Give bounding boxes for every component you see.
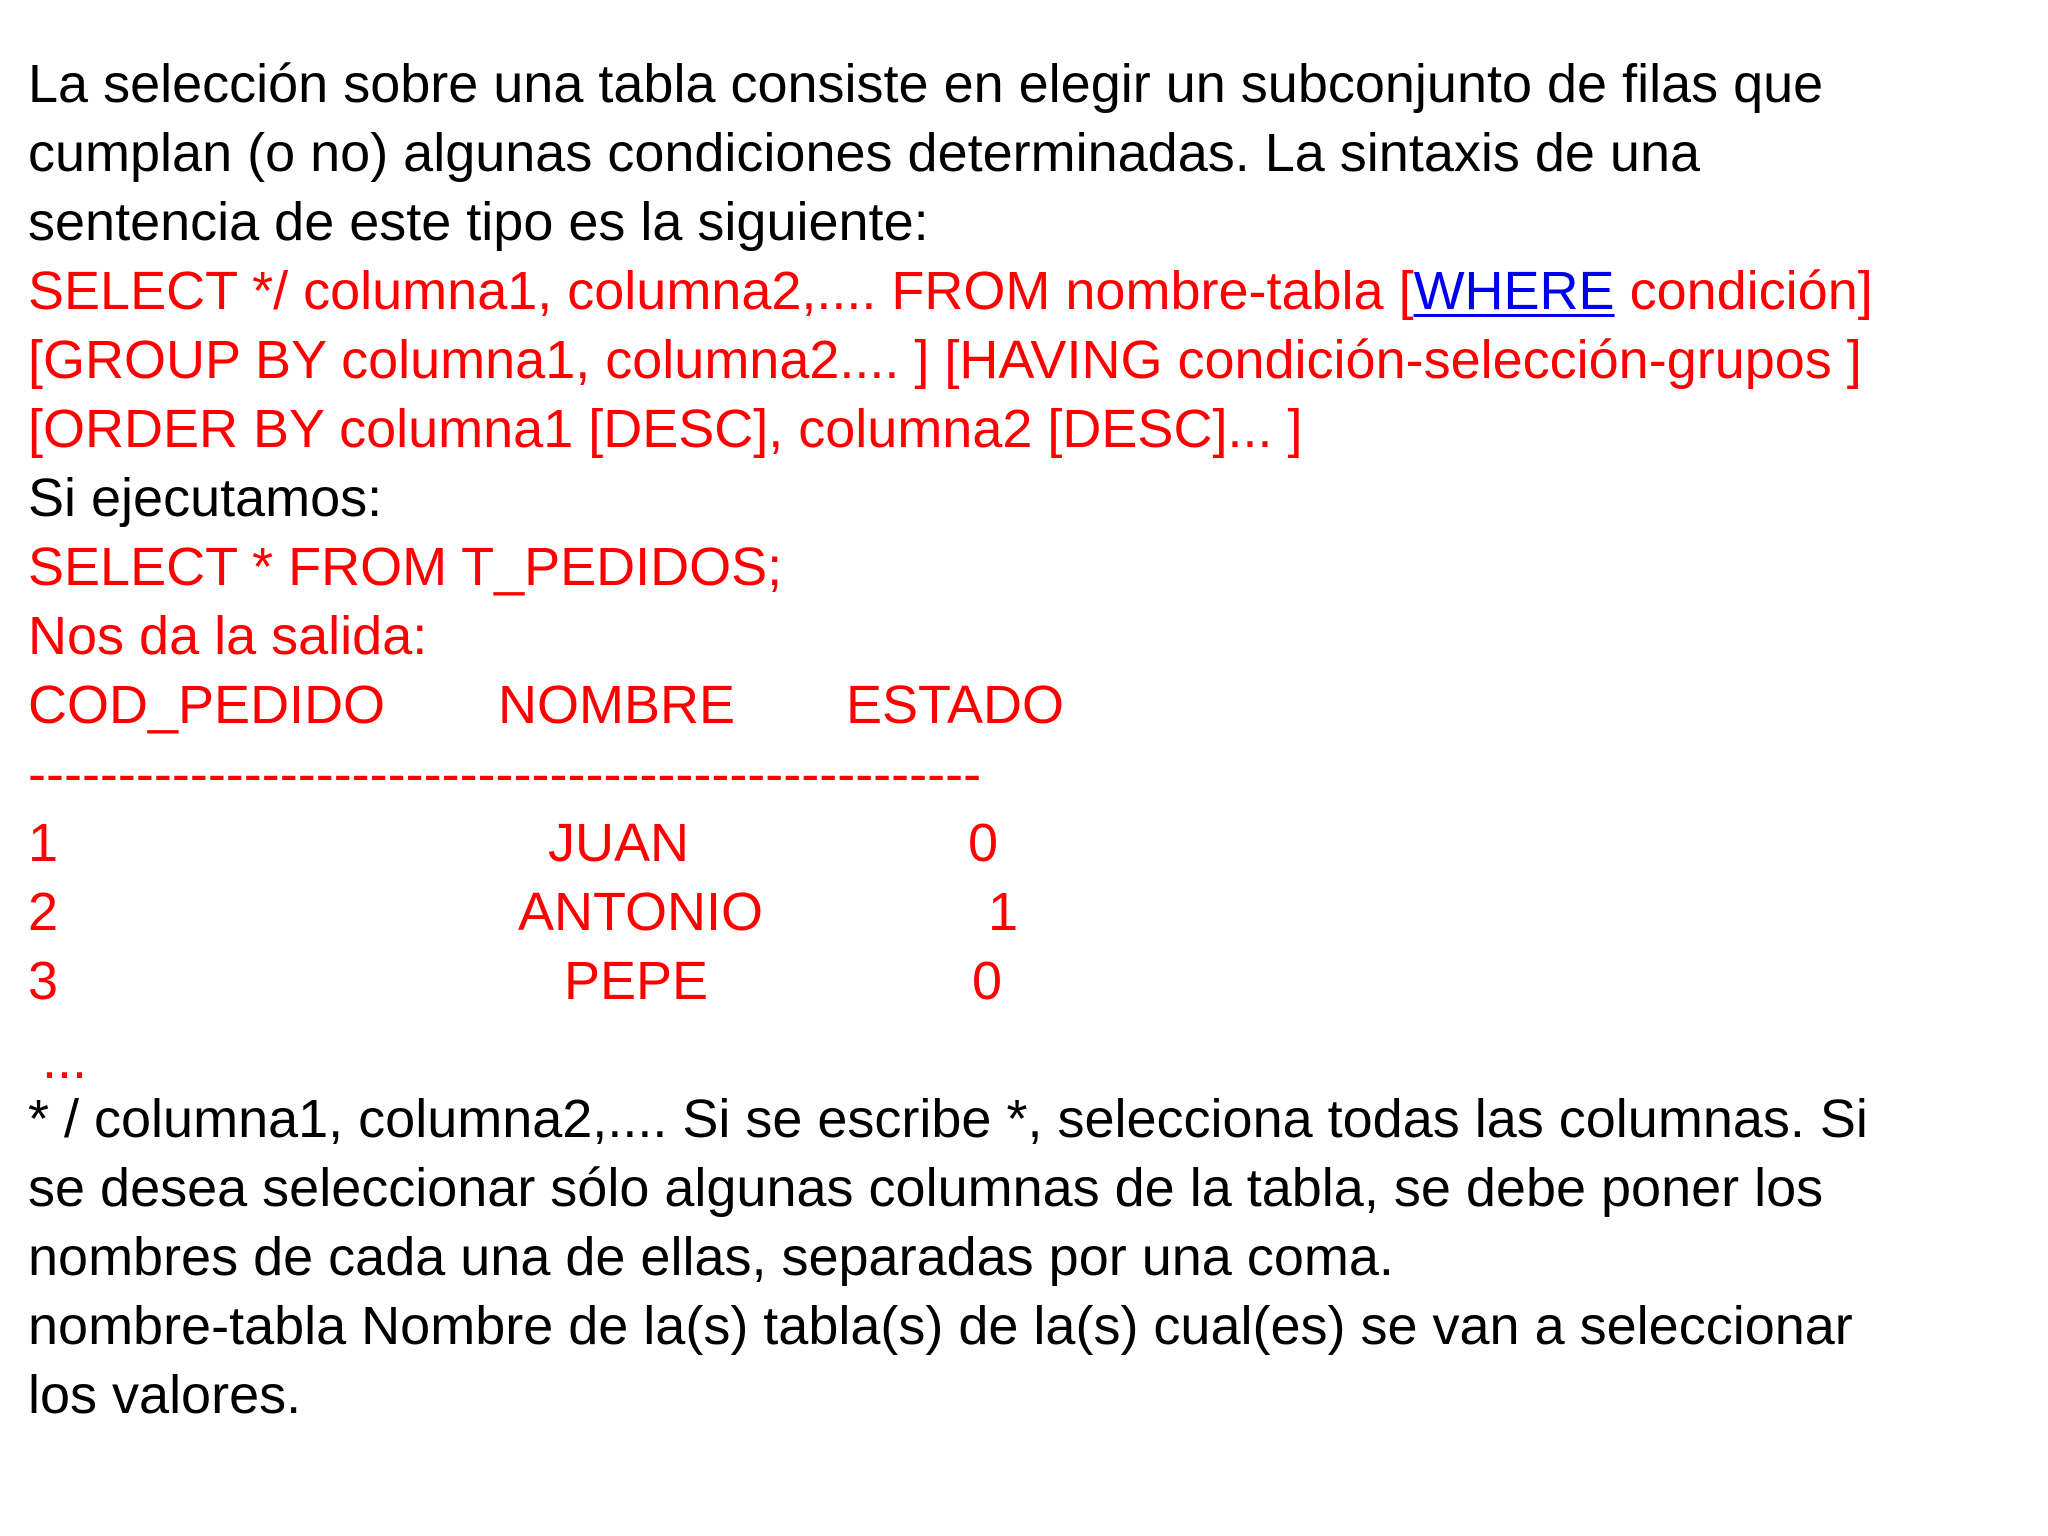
execute-intro: Si ejecutamos: xyxy=(28,468,383,528)
table-name-line-1: nombre-tabla Nombre de la(s) tabla(s) de la(s) cual(es) se van a seleccionar xyxy=(28,1296,1853,1356)
table-name-line-2: los valores. xyxy=(28,1365,302,1425)
query-line: SELECT * FROM T_PEDIDOS; xyxy=(28,537,783,597)
header-estado: ESTADO xyxy=(846,675,1065,735)
intro-line-2: cumplan (o no) algunas condiciones determinadas. La sintaxis de una xyxy=(28,123,1701,183)
syntax-select-from: SELECT */ columna1, columna2,.... FROM nombre-tabla [ xyxy=(28,261,1414,321)
syntax-line-1 xyxy=(28,257,2028,326)
columns-line-3: nombres de cada una de ellas, separadas por una coma. xyxy=(28,1227,1394,1287)
result-ellipsis-row xyxy=(28,1016,2028,1090)
row-1-cod: 1 xyxy=(28,813,59,873)
row-3-nombre: PEPE xyxy=(564,951,709,1011)
row-2-cod: 2 xyxy=(28,882,59,942)
output-intro: Nos da la salida: xyxy=(28,606,428,666)
table-row xyxy=(28,947,2028,1016)
row-1-nombre: JUAN xyxy=(548,813,690,873)
syntax-line-3: [ORDER BY columna1 [DESC], columna2 [DESC]... ] xyxy=(28,399,1303,459)
header-cod-pedido: COD_PEDIDO xyxy=(28,675,386,735)
row-3-cod: 3 xyxy=(28,951,59,1011)
intro-line-1: La selección sobre una tabla consiste en elegir un subconjunto de filas que xyxy=(28,54,1824,114)
syntax-line-2: [GROUP BY columna1, columna2.... ] [HAVING condición-selección-grupos ] xyxy=(28,330,1862,390)
intro-line-3: sentencia de este tipo es la siguiente: xyxy=(28,192,929,252)
row-1-estado: 0 xyxy=(968,813,999,873)
row-2-nombre: ANTONIO xyxy=(518,882,764,942)
syntax-condition: condición] xyxy=(1614,261,1873,321)
row-3-estado: 0 xyxy=(972,951,1003,1011)
header-nombre: NOMBRE xyxy=(498,675,736,735)
columns-line-2: se desea seleccionar sólo algunas columnas de la tabla, se debe poner los xyxy=(28,1158,1824,1218)
row-2-estado: 1 xyxy=(988,882,1019,942)
result-ellipsis: ... xyxy=(42,1030,88,1090)
table-row xyxy=(28,809,2028,878)
table-row xyxy=(28,878,2028,947)
result-separator: ----------------------------------------------------- xyxy=(28,744,982,804)
where-link[interactable]: WHERE xyxy=(1413,261,1615,321)
slide-content xyxy=(28,50,2028,1430)
result-header-row xyxy=(28,671,2028,740)
columns-line-1: * / columna1, columna2,.... Si se escribe *, selecciona todas las columnas. Si xyxy=(28,1089,1868,1149)
